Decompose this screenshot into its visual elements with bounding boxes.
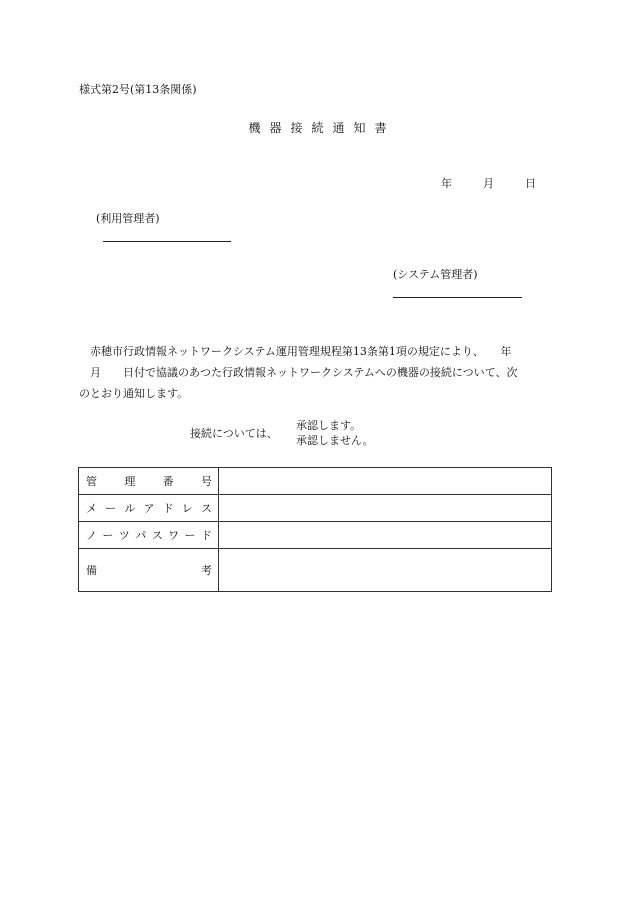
date-day: 日 [525, 177, 536, 190]
document-title: 機器接続通知書 [248, 121, 396, 135]
approval-option-approve: 承認します。 [296, 419, 362, 432]
table-label: メ ー ル ア ド レ ス [86, 502, 212, 515]
table-label-cell [79, 495, 219, 522]
table-value-cell[interactable] [219, 495, 552, 522]
table-label-cell [79, 522, 219, 549]
table-label-cell [79, 549, 219, 592]
date-month: 月 [483, 177, 494, 190]
date-year: 年 [441, 177, 452, 190]
approval-option-reject: 承認しません。 [296, 434, 374, 447]
system-manager-label: (システム管理者) [393, 268, 478, 281]
table-value-cell[interactable] [219, 468, 552, 495]
approval-lead-text: 接続については、 [190, 427, 278, 440]
form-number: 様式第2号(第13条関係) [79, 83, 197, 96]
table-row [79, 522, 552, 549]
body-line-3: のとおり通知します。 [79, 387, 189, 400]
table-label-cell [79, 468, 219, 495]
table-label: 備 考 [86, 564, 212, 577]
body-line-1: 赤穂市行政情報ネットワークシステム運用管理規程第13条第1項の規定により、 年 [90, 345, 512, 358]
table-row [79, 468, 552, 495]
body-line-2: 月 日付で協議のあつた行政情報ネットワークシステムへの機器の接続について、次 [90, 366, 518, 379]
date-line [441, 175, 536, 191]
table-value-cell[interactable] [219, 549, 552, 592]
table-row [79, 495, 552, 522]
table-label: 管 理 番 号 [86, 475, 212, 488]
system-manager-signature-line [393, 297, 522, 298]
table-label: ノ ー ツ パ ス ワ ー ド [86, 529, 212, 542]
user-manager-label: (利用管理者) [96, 212, 160, 225]
table-row [79, 549, 552, 592]
table-value-cell[interactable] [219, 522, 552, 549]
user-manager-signature-line [103, 241, 231, 242]
info-table [78, 467, 552, 592]
body-paragraph [79, 341, 559, 404]
